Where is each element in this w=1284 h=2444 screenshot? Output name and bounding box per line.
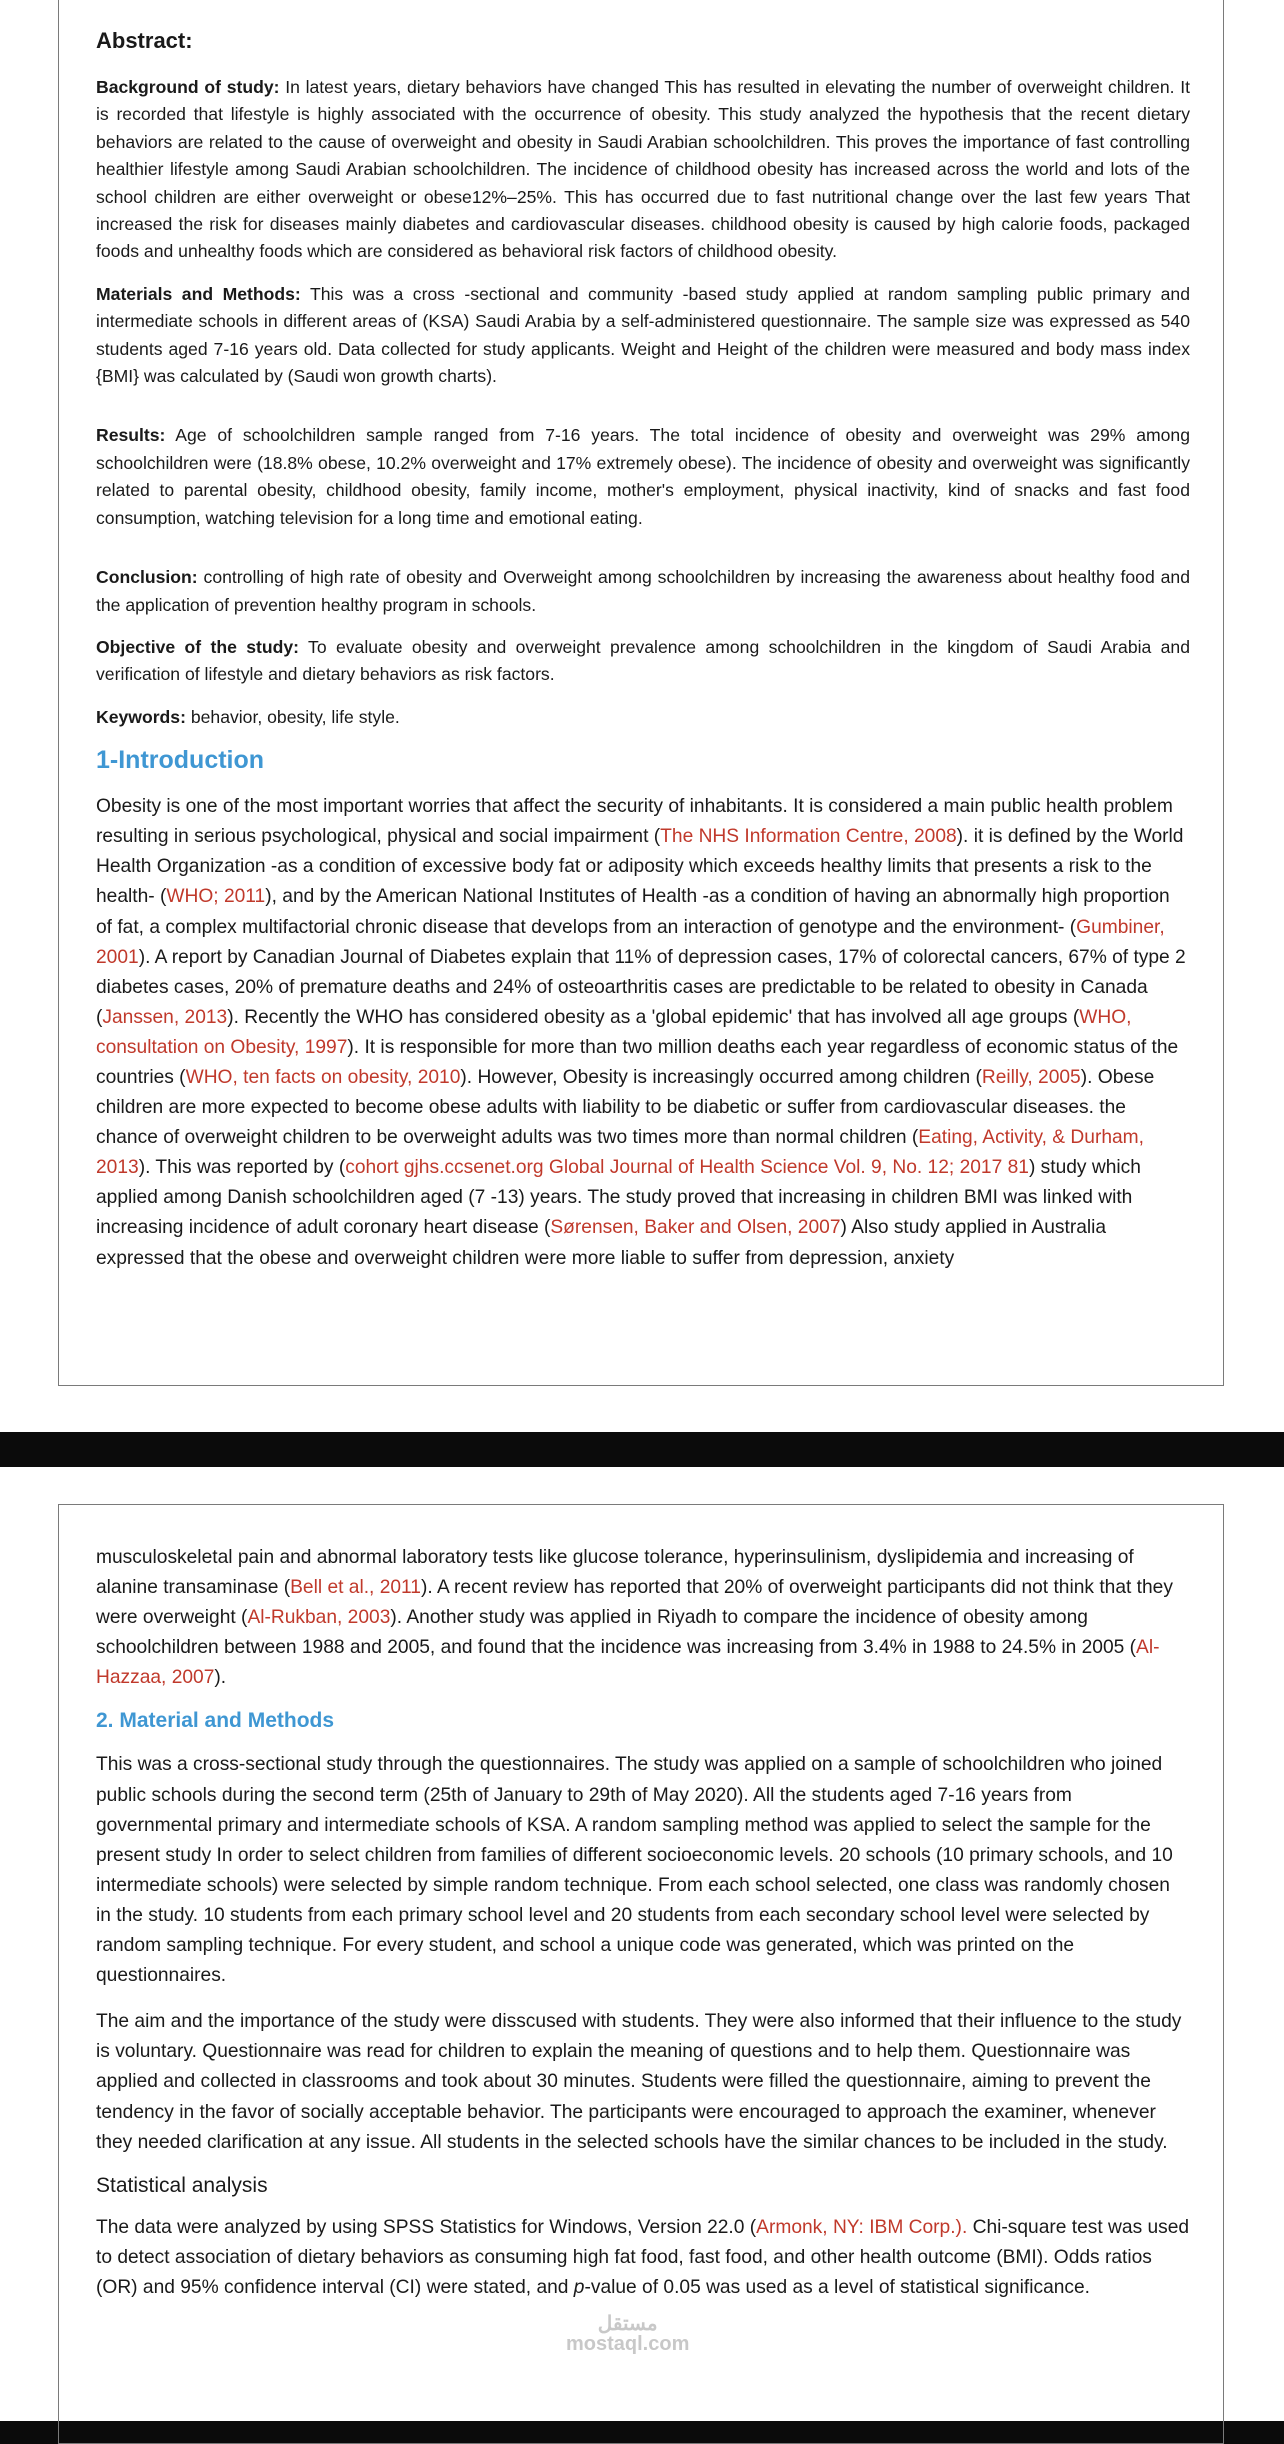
citation-link[interactable]: Janssen, 2013 xyxy=(102,1006,228,1028)
intro-text: ). it is defined by the World Health Organization -as a condition of excessive body fat or adiposity which exceeds healthy limits that presents a risk to the health- ( xyxy=(96,826,1184,908)
citation-link[interactable]: WHO; 2011 xyxy=(166,886,266,908)
watermark xyxy=(566,2314,689,2354)
abstract-conclusion xyxy=(96,564,1190,619)
statistical-analysis-heading: Statistical analysis xyxy=(96,2173,268,2197)
citation-link[interactable]: Reilly, 2005 xyxy=(981,1066,1081,1088)
citation-link[interactable]: cohort gjhs.ccsenet.org Global Journal of Health Science Vol. 9, No. 12; 2017 81 xyxy=(345,1157,1029,1179)
stat-text: Chi-square test was used to detect association of dietary behaviors as consuming high fat food, fast food, and other health outcome (BMI). Odds ratios (OR) and 95% confidence interval (CI) were stated, and xyxy=(96,2216,1190,2298)
p-value-symbol: p xyxy=(573,2276,585,2298)
methods-heading: 2. Material and Methods xyxy=(96,1709,335,1733)
background-label: Background of study: xyxy=(96,77,280,97)
conclusion-text: controlling of high rate of obesity and Overweight among schoolchildren by increasing the awareness about healthy food and the application of prevention healthy program in schools. xyxy=(96,567,1190,615)
conclusion-label: Conclusion: xyxy=(96,567,198,588)
citation-link[interactable]: Eating, Activity, & Durham, 2013 xyxy=(96,1127,1144,1179)
citation-link[interactable]: Sørensen, Baker and Olsen, 2007 xyxy=(550,1217,841,1239)
objective-label: Objective of the study: xyxy=(96,636,300,657)
citation-link[interactable]: Al-Rukban, 2003 xyxy=(247,1607,391,1629)
intro-text: ). Another study was applied in Riyadh to compare the incidence of obesity among schoolchildren between 1988 and 2005, and found that the incidence was increasing from 3.4% in 1988 to 24.5% in 2005 ( xyxy=(96,1607,1137,1659)
page-1-content xyxy=(96,28,1190,1290)
page-2-content xyxy=(96,1543,1190,2319)
citation-link[interactable]: Al-Hazzaa, 2007 xyxy=(96,1637,1160,1689)
intro-text: ) study which applied among Danish schoolchildren aged (7 -13) years. The study proved that increasing in children BMI was linked with increasing incidence of adult coronary heart disease ( xyxy=(96,1157,1141,1239)
intro-text: ). A recent review has reported that 20% of overweight participants did not think that they were overweight ( xyxy=(96,1577,1173,1629)
methods-label: Materials and Methods: xyxy=(96,283,301,304)
intro-text: ). However, Obesity is increasingly occurred among children ( xyxy=(460,1066,982,1088)
citation-link[interactable]: WHO, consultation on Obesity, 1997 xyxy=(96,1006,1132,1058)
introduction-heading: 1-Introduction xyxy=(96,746,265,775)
statistical-analysis-paragraph xyxy=(96,2213,1190,2303)
abstract-background xyxy=(96,74,1190,266)
intro-text: musculoskeletal pain and abnormal laboratory tests like glucose tolerance, hyperinsulinism, dyslipidemia and increasing of alanine transaminase ( xyxy=(96,1547,1134,1599)
methods-paragraph-1: This was a cross-sectional study through the questionnaires. The study was applied on a sample of schoolchildren who joined public schools during the second term (25th of January to 29th of May 2020). All the students aged 7-16 years from governmental primary and intermediate schools of KSA. A random sampling method was applied to select the sample for the present study In order to select children from families of different socioeconomic levels. 20 schools (10 primary schools, and 10 intermediate schools) were selected by simple random technique. From each school selected, one class was randomly chosen in the study. 10 students from each primary school level and 20 students from each secondary school level were selected by random sampling technique. For every student, and school a unique code was generated, which was printed on the questionnaires. xyxy=(96,1754,1173,1987)
intro-text: ). Obese children are more expected to become obese adults with liability to be diabetic or suffer from cardiovascular diseases. the chance of overweight children to be overweight adults was two times more than normal children ( xyxy=(96,1066,1155,1149)
intro-text: ). xyxy=(214,1667,227,1689)
abstract-objective xyxy=(96,634,1190,689)
watermark-url: mostaql.com xyxy=(566,2333,690,2355)
results-text: Age of schoolchildren sample ranged from 7-16 years. The total incidence of obesity and overweight was 29% among schoolchildren were (18.8% obese, 10.2% overweight and 17% extremely obese). The incidence of obesity and overweight was significantly related to parental obesity, childhood obesity, family income, mother's employment, physical inactivity, kind of snacks and fast food consumption, watching television for a long time and emotional eating. xyxy=(96,425,1190,528)
intro-text: Obesity is one of the most important worries that affect the security of inhabitants. It is considered a main public health problem resulting in serious psychological, physical and social impairment ( xyxy=(96,796,1173,848)
intro-text: ), and by the American National Institutes of Health -as a condition of having an abnormally high proportion of fat, a complex multifactorial chronic disease that develops from an interaction of genotype and the environment- ( xyxy=(96,886,1170,938)
citation-link[interactable]: Bell et al., 2011 xyxy=(290,1577,421,1599)
intro-text: ). A report by Canadian Journal of Diabetes explain that 11% of depression cases, 17% of colorectal cancers, 67% of type 2 diabetes cases, 20% of premature deaths and 24% of osteoarthritis cases are predictable to be related to obesity in Canada ( xyxy=(96,946,1186,1028)
results-label: Results: xyxy=(96,425,166,446)
citation-link[interactable]: The NHS Information Centre, 2008 xyxy=(660,826,957,848)
abstract-results xyxy=(96,422,1190,532)
stat-text: -value of 0.05 was used as a level of statistical significance. xyxy=(584,2276,1091,2298)
abstract-heading: Abstract: xyxy=(96,28,193,53)
methods-text: This was a cross -sectional and community -based study applied at random sampling public primary and intermediate schools in different areas of (KSA) Saudi Arabia by a self-administered questionnaire. The sample size was expressed as 540 students aged 7-16 years old. Data collected for study applicants. Weight and Height of the children were measured and body mass index {BMI} was calculated by (Saudi won growth charts). xyxy=(96,283,1190,387)
watermark-arabic: مستقل xyxy=(597,2313,658,2335)
citation-link[interactable]: Armonk, NY: IBM Corp.). xyxy=(756,2216,968,2238)
keywords-label: Keywords: xyxy=(96,706,186,727)
objective-text: To evaluate obesity and overweight prevalence among schoolchildren in the kingdom of Saudi Arabia and verification of lifestyle and dietary behaviors as risk factors. xyxy=(96,636,1190,685)
keywords-text: behavior, obesity, life style. xyxy=(185,706,400,727)
intro-text: ) Also study applied in Australia expressed that the obese and overweight children were more liable to suffer from depression, anxiety xyxy=(96,1217,1107,1269)
stat-text: The data were analyzed by using SPSS Statistics for Windows, Version 22.0 ( xyxy=(96,2216,757,2238)
methods-paragraph-2: The aim and the importance of the study were disscused with students. They were also informed that their influence to the study is voluntary. Questionnaire was read for children to explain the meaning of questions and to help them. Questionnaire was applied and collected in classrooms and took about 30 minutes. Students were filled the questionnaire, aiming to prevent the tendency in the favor of socially acceptable behavior. The participants were encouraged to approach the examiner, whenever they needed clarification at any issue. All students in the selected schools have the similar chances to be included in the study. xyxy=(96,2011,1182,2153)
citation-link[interactable]: WHO, ten facts on obesity, 2010 xyxy=(185,1066,461,1088)
background-text: In latest years, dietary behaviors have changed This has resulted in elevating the number of overweight children. It is recorded that lifestyle is highly associated with the occurrence of obesity. This study analyzed the hypothesis that the recent dietary behaviors are related to the cause of overweight and obesity in Saudi Arabian schoolchildren. This proves the importance of fast controlling healthier lifestyle among Saudi Arabian schoolchildren. The incidence of childhood obesity has increased across the world and lots of the school children are either overweight or obese12%–25%. This has occurred due to fast nutritional change over the last few years That increased the risk for diseases mainly diabetes and cardiovascular diseases. childhood obesity is caused by high calorie foods, packaged foods and unhealthy foods which are considered as behavioral risk factors of childhood obesity. xyxy=(96,77,1191,262)
intro-text: ). It is responsible for more than two million deaths each year regardless of economic status of the countries ( xyxy=(96,1036,1179,1088)
introduction-continued-paragraph xyxy=(96,1543,1190,1693)
abstract-keywords xyxy=(96,704,1190,731)
abstract-methods xyxy=(96,281,1190,391)
intro-text: ). This was reported by ( xyxy=(138,1157,346,1179)
introduction-paragraph xyxy=(96,792,1190,1274)
citation-link[interactable]: Gumbiner, 2001 xyxy=(96,916,1165,968)
intro-text: ). Recently the WHO has considered obesity as a 'global epidemic' that has involved all age groups ( xyxy=(227,1006,1080,1028)
